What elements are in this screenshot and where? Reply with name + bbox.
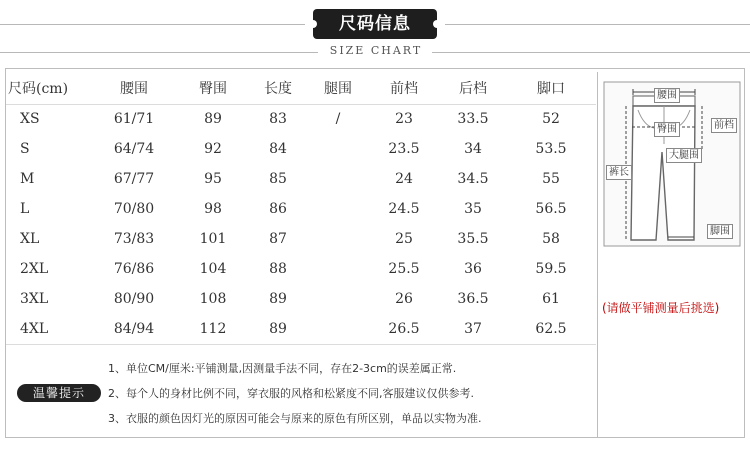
header-line-right bbox=[445, 24, 750, 25]
header-line-left-lower bbox=[0, 52, 318, 53]
tips-badge: 温馨提示 bbox=[17, 384, 101, 402]
table-row bbox=[6, 224, 596, 254]
measurement-cell: 80/90 bbox=[113, 291, 155, 307]
measurement-cell: 53.5 bbox=[535, 141, 567, 157]
measurement-cell: 64/74 bbox=[113, 141, 155, 157]
table-row bbox=[6, 194, 596, 224]
measurement-cell: 35.5 bbox=[457, 231, 489, 247]
table-row bbox=[6, 254, 596, 284]
size-label-cell: 3XL bbox=[20, 291, 49, 307]
header-line-right-lower bbox=[432, 52, 750, 53]
size-table bbox=[6, 72, 596, 344]
measurement-cell: 86 bbox=[269, 201, 287, 217]
size-label-cell: M bbox=[20, 171, 35, 187]
measurement-cell: 83 bbox=[269, 111, 287, 127]
table-row bbox=[6, 104, 596, 134]
measurement-cell bbox=[308, 224, 368, 254]
thigh-label: 大腿围 bbox=[666, 148, 702, 163]
measure-note: (请做平铺测量后挑选) bbox=[602, 301, 720, 315]
measurement-cell: 104 bbox=[199, 261, 227, 277]
measurement-cell: 95 bbox=[204, 171, 222, 187]
measurement-cell: 52 bbox=[542, 111, 560, 127]
header-line-left bbox=[0, 24, 305, 25]
measurement-cell bbox=[308, 284, 368, 314]
measurement-cell: 88 bbox=[269, 261, 287, 277]
table-row bbox=[6, 164, 596, 194]
measurement-cell: 25.5 bbox=[388, 261, 420, 277]
measurement-cell: 36.5 bbox=[457, 291, 489, 307]
measurement-cell: 89 bbox=[204, 111, 222, 127]
measurement-cell: 62.5 bbox=[535, 321, 567, 337]
measurement-cell: 89 bbox=[269, 291, 287, 307]
measurement-cell: 101 bbox=[199, 231, 227, 247]
page-title: 尺码信息 bbox=[339, 14, 411, 34]
measurement-cell: 35 bbox=[464, 201, 482, 217]
measurement-cell: 23.5 bbox=[388, 141, 420, 157]
pants-diagram bbox=[597, 72, 746, 438]
measurement-cell: 67/77 bbox=[113, 171, 155, 187]
column-header: 尺码(cm) bbox=[8, 81, 69, 97]
table-header-divider bbox=[6, 104, 596, 105]
hip-label: 臀围 bbox=[654, 122, 680, 137]
measurement-cell: 85 bbox=[269, 171, 287, 187]
column-header: 腿围 bbox=[324, 81, 352, 97]
front-rise-label: 前档 bbox=[711, 118, 737, 133]
column-header: 脚口 bbox=[537, 81, 565, 97]
measurement-cell: 55 bbox=[542, 171, 560, 187]
length-label: 裤长 bbox=[606, 165, 632, 180]
measurement-cell: 33.5 bbox=[457, 111, 489, 127]
waist-label: 腰围 bbox=[654, 88, 680, 103]
measurement-cell: 56.5 bbox=[535, 201, 567, 217]
measurement-cell: 34.5 bbox=[457, 171, 489, 187]
measurement-cell bbox=[308, 134, 368, 164]
measurement-cell: 73/83 bbox=[113, 231, 155, 247]
size-chart-subtitle: SIZE CHART bbox=[329, 44, 423, 57]
measurement-cell: 36 bbox=[464, 261, 482, 277]
measurement-cell: 108 bbox=[199, 291, 227, 307]
measurement-cell: 84 bbox=[269, 141, 287, 157]
measurement-cell bbox=[308, 164, 368, 194]
measurement-cell bbox=[308, 194, 368, 224]
size-label-cell: 4XL bbox=[20, 321, 49, 337]
measurement-cell: 70/80 bbox=[113, 201, 155, 217]
measurement-cell: 98 bbox=[204, 201, 222, 217]
size-label-cell: L bbox=[20, 201, 30, 217]
column-header: 长度 bbox=[264, 81, 292, 97]
measurement-cell: 87 bbox=[269, 231, 287, 247]
tip-item: 2、每个人的身材比例不同，穿衣服的风格和松紧度不同,客服建议仅供参考. bbox=[108, 387, 474, 400]
size-label-cell: S bbox=[20, 141, 30, 157]
table-row bbox=[6, 134, 596, 164]
column-header: 后档 bbox=[459, 81, 487, 97]
measurement-cell: / bbox=[335, 111, 341, 127]
size-info-banner bbox=[313, 9, 437, 39]
measurement-cell: 24 bbox=[395, 171, 413, 187]
measurement-cell bbox=[308, 254, 368, 284]
table-row bbox=[6, 314, 596, 344]
size-label-cell: XL bbox=[20, 231, 40, 247]
tip-item: 1、单位CM/厘米:平铺测量,因测量手法不同，存在2-3cm的误差属正常. bbox=[108, 362, 457, 375]
measurement-cell: 61 bbox=[542, 291, 560, 307]
measurement-cell: 112 bbox=[199, 321, 227, 337]
measurement-cell: 84/94 bbox=[113, 321, 155, 337]
measurement-cell: 92 bbox=[204, 141, 222, 157]
measurement-cell: 34 bbox=[464, 141, 482, 157]
tip-item: 3、衣服的颜色因灯光的原因可能会与原来的原色有所区别，单品以实物为准. bbox=[108, 412, 482, 425]
size-label-cell: XS bbox=[20, 111, 40, 127]
measurement-cell: 61/71 bbox=[113, 111, 155, 127]
measurement-cell: 25 bbox=[395, 231, 413, 247]
measurement-cell: 89 bbox=[269, 321, 287, 337]
leg-opening-label: 脚围 bbox=[707, 224, 733, 239]
measurement-cell: 58 bbox=[542, 231, 560, 247]
table-row bbox=[6, 284, 596, 314]
measurement-cell: 23 bbox=[395, 111, 413, 127]
measurement-cell: 24.5 bbox=[388, 201, 420, 217]
measurement-cell: 76/86 bbox=[113, 261, 155, 277]
column-header: 前档 bbox=[390, 81, 418, 97]
size-label-cell: 2XL bbox=[20, 261, 49, 277]
table-bottom-divider bbox=[6, 344, 596, 345]
measurement-cell: 26.5 bbox=[388, 321, 420, 337]
table-header-row bbox=[6, 72, 596, 104]
measurement-cell: 59.5 bbox=[535, 261, 567, 277]
column-header: 腰围 bbox=[120, 81, 148, 97]
measurement-cell: 26 bbox=[395, 291, 413, 307]
measurement-cell: 37 bbox=[464, 321, 482, 337]
column-header: 臀围 bbox=[199, 81, 227, 97]
measurement-cell bbox=[308, 314, 368, 344]
